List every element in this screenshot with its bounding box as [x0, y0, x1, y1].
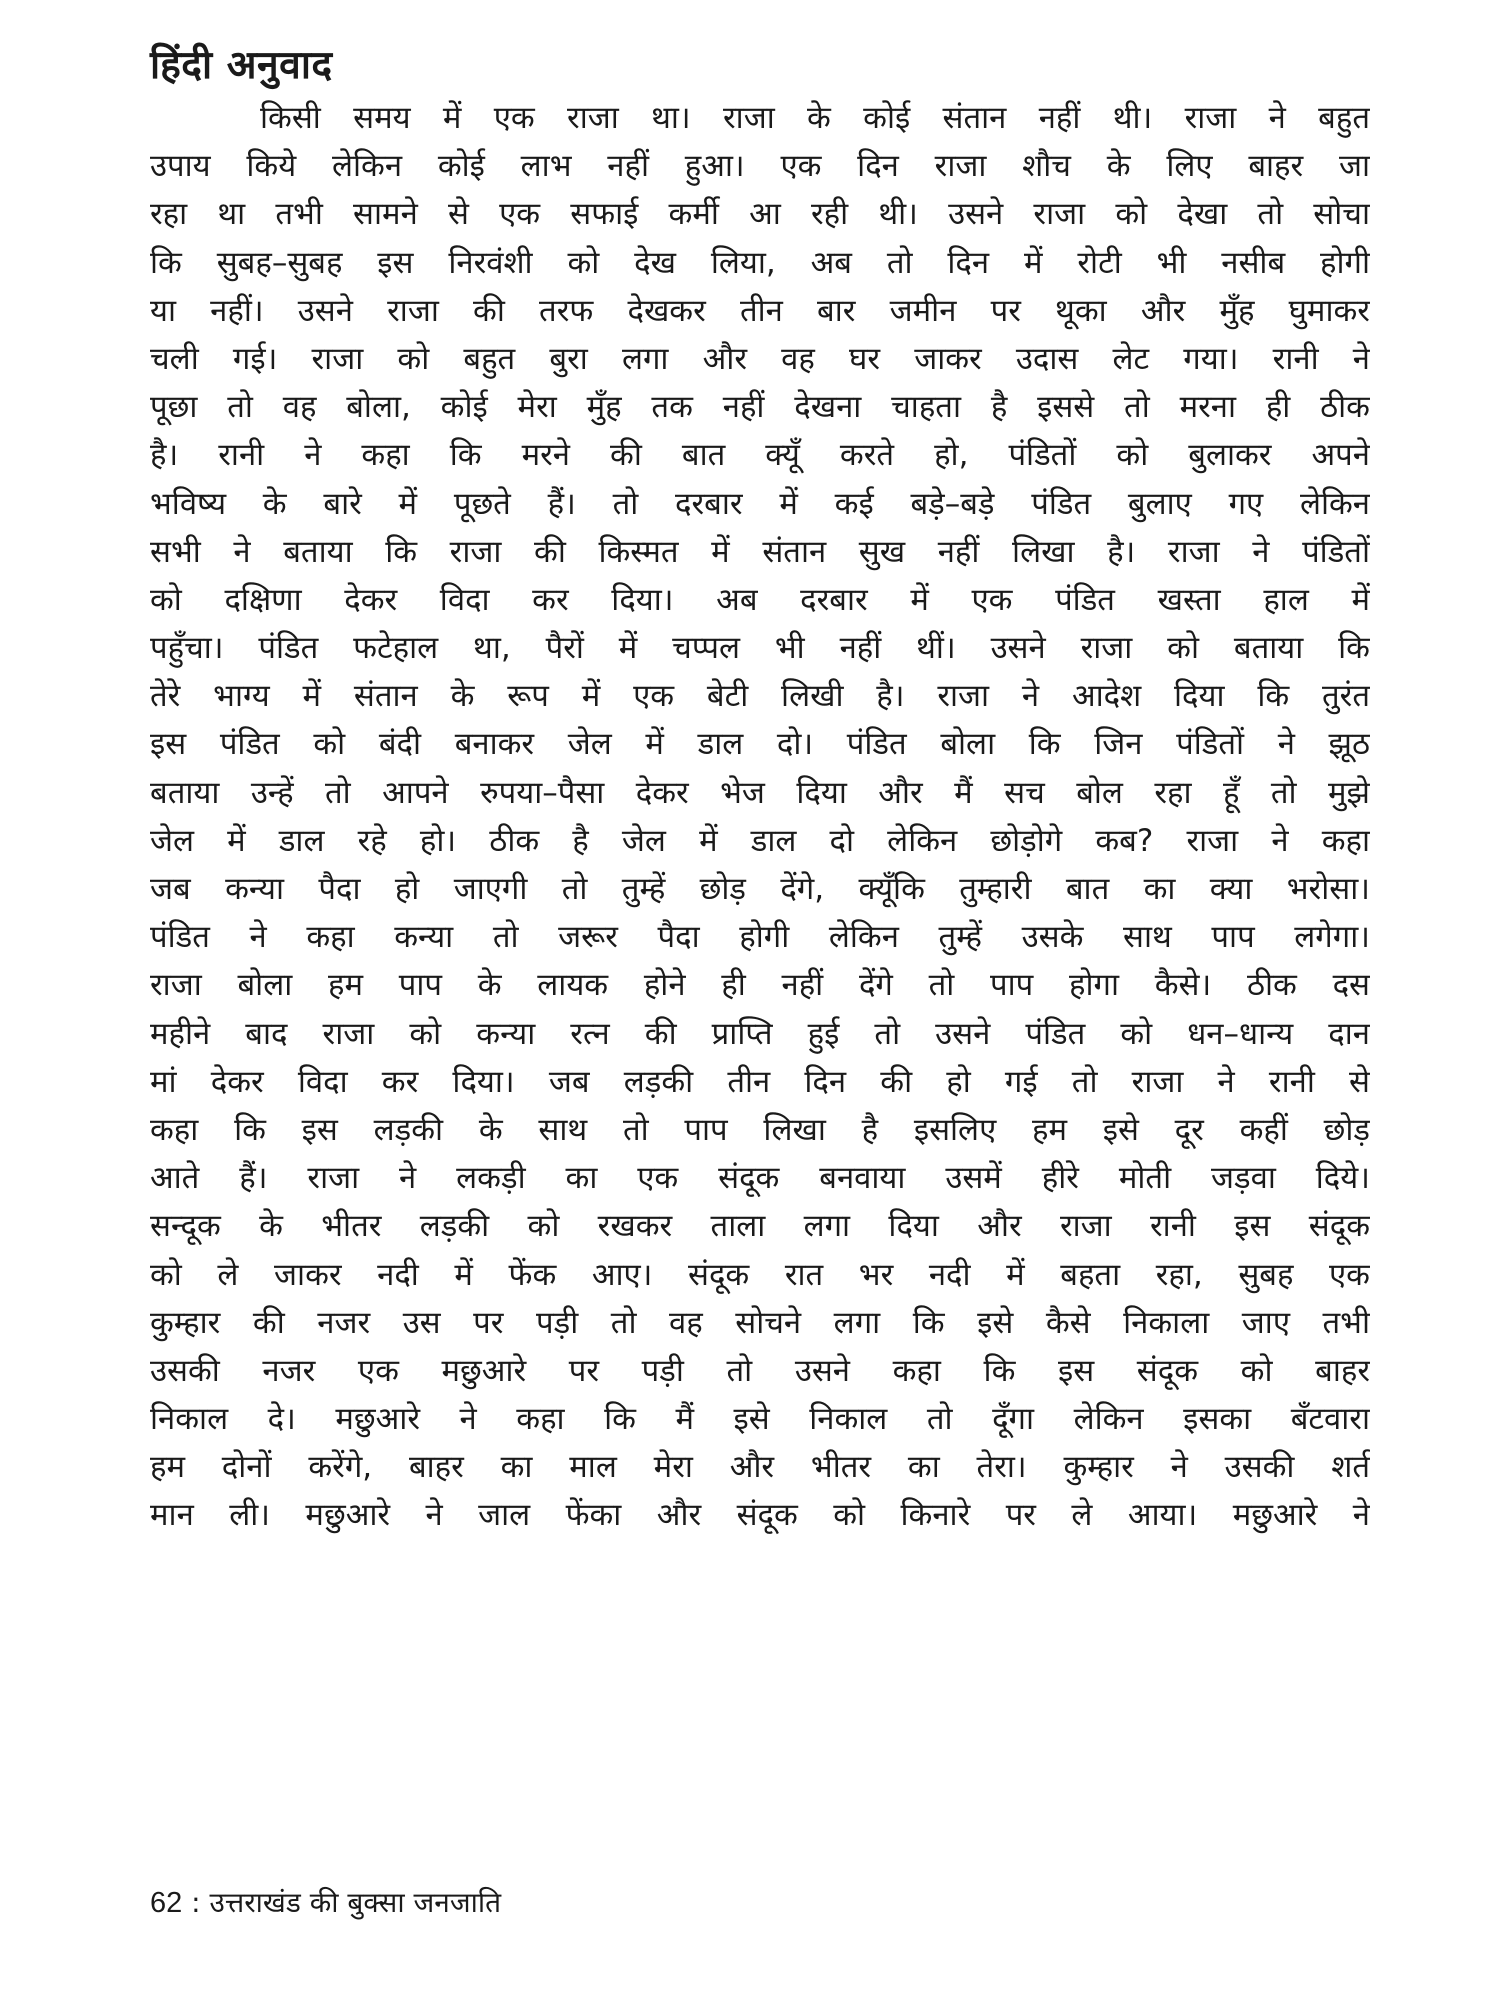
text-line: चली गई। राजा को बहुत बुरा लगा और वह घर जाकर उदास लेट गया। रानी ने	[150, 340, 1370, 377]
text-line: निकाल दे। मछुआरे ने कहा कि मैं इसे निकाल तो दूँगा लेकिन इसका बँटवारा	[150, 1401, 1370, 1438]
text-line: जेल में डाल रहे हो। ठीक है जेल में डाल दो लेकिन छोड़ोगे कब? राजा ने कहा	[150, 822, 1370, 859]
text-line: या नहीं। उसने राजा की तरफ देखकर तीन बार जमीन पर थूका और मुँह घुमाकर	[150, 292, 1370, 329]
section-heading: हिंदी अनुवाद	[150, 43, 333, 88]
text-line: को ले जाकर नदी में फेंक आए। संदूक रात भर नदी में बहता रहा, सुबह एक	[150, 1256, 1370, 1293]
body-paragraph	[150, 94, 1370, 1540]
text-line: को दक्षिणा देकर विदा कर दिया। अब दरबार में एक पंडित खस्ता हाल में	[150, 581, 1370, 618]
text-line: जब कन्या पैदा हो जाएगी तो तुम्हें छोड़ देंगे, क्यूँकि तुम्हारी बात का क्या भरोसा।	[150, 871, 1370, 907]
text-line: उपाय किये लेकिन कोई लाभ नहीं हुआ। एक दिन राजा शौच के लिए बाहर जा	[150, 148, 1370, 185]
text-line: सन्दूक के भीतर लड़की को रखकर ताला लगा दिया और राजा रानी इस संदूक	[150, 1208, 1370, 1245]
text-line: उसकी नजर एक मछुआरे पर पड़ी तो उसने कहा कि इस संदूक को बाहर	[150, 1352, 1370, 1389]
text-line: पूछा तो वह बोला, कोई मेरा मुँह तक नहीं देखना चाहता है इससे तो मरना ही ठीक	[150, 389, 1370, 426]
text-line: राजा बोला हम पाप के लायक होने ही नहीं देंगे तो पाप होगा कैसे। ठीक दस	[150, 967, 1370, 1004]
text-line: सभी ने बताया कि राजा की किस्मत में संतान सुख नहीं लिखा है। राजा ने पंडितों	[150, 533, 1370, 570]
text-line: बताया उन्हें तो आपने रुपया–पैसा देकर भेज दिया और मैं सच बोल रहा हूँ तो मुझे	[150, 774, 1370, 811]
text-line: महीने बाद राजा को कन्या रत्न की प्राप्ति हुई तो उसने पंडित को धन–धान्य दान	[150, 1015, 1370, 1052]
page-number: 62	[150, 1887, 183, 1919]
text-line: है। रानी ने कहा कि मरने की बात क्यूँ करते हो, पंडितों को बुलाकर अपने	[150, 437, 1370, 474]
text-line: हम दोनों करेंगे, बाहर का माल मेरा और भीतर का तेरा। कुम्हार ने उसकी शर्त	[150, 1449, 1370, 1486]
text-line: कुम्हार की नजर उस पर पड़ी तो वह सोचने लगा कि इसे कैसे निकाला जाए तभी	[150, 1304, 1370, 1341]
text-line: कहा कि इस लड़की के साथ तो पाप लिखा है इसलिए हम इसे दूर कहीं छोड़	[150, 1111, 1370, 1148]
page-footer	[150, 1883, 501, 1923]
text-line: कि सुबह–सुबह इस निरवंशी को देख लिया, अब तो दिन में रोटी भी नसीब होगी	[150, 244, 1370, 281]
text-line: पहुँचा। पंडित फटेहाल था, पैरों में चप्पल भी नहीं थीं। उसने राजा को बताया कि	[150, 630, 1370, 667]
text-line: रहा था तभी सामने से एक सफाई कर्मी आ रही थी। उसने राजा को देखा तो सोचा	[150, 196, 1370, 233]
text-line: भविष्य के बारे में पूछते हैं। तो दरबार में कई बड़े–बड़े पंडित बुलाए गए लेकिन	[150, 485, 1370, 522]
text-line: इस पंडित को बंदी बनाकर जेल में डाल दो। पंडित बोला कि जिन पंडितों ने झूठ	[150, 726, 1370, 763]
text-line: किसी समय में एक राजा था। राजा के कोई संतान नहीं थी। राजा ने बहुत	[260, 100, 1370, 136]
footer-separator: :	[191, 1886, 201, 1919]
text-line: आते हैं। राजा ने लकड़ी का एक संदूक बनवाया उसमें हीरे मोती जड़वा दिये।	[150, 1160, 1370, 1197]
text-line: मां देकर विदा कर दिया। जब लड़की तीन दिन की हो गई तो राजा ने रानी से	[150, 1063, 1370, 1100]
text-line: मान ली। मछुआरे ने जाल फेंका और संदूक को किनारे पर ले आया। मछुआरे ने	[150, 1497, 1370, 1534]
book-title: उत्तराखंड की बुक्सा जनजाति	[209, 1886, 502, 1919]
text-line: पंडित ने कहा कन्या तो जरूर पैदा होगी लेकिन तुम्हें उसके साथ पाप लगेगा।	[150, 919, 1370, 956]
text-line: तेरे भाग्य में संतान के रूप में एक बेटी लिखी है। राजा ने आदेश दिया कि तुरंत	[150, 678, 1370, 715]
